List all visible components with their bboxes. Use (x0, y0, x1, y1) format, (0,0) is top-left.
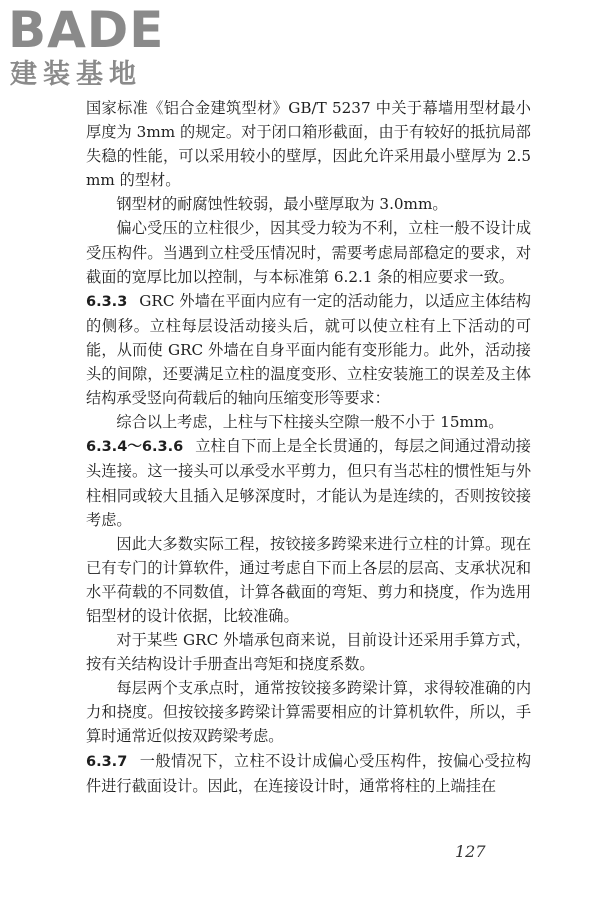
paragraph: 偏心受压的立柱很少，因其受力较为不利，立柱一般不设计成受压构件。当遇到立柱受压情况时，需要考虑局部稳定的要求，对截面的宽厚比加以控制，与本标准第 6.2.1 条的相应要求一致。 (86, 219, 531, 286)
paragraph: 国家标准《铝合金建筑型材》GB/T 5237 中关于幕墙用型材最小厚度为 3mm 的规定。对于闭口箱形截面，由于有较好的抵抗局部失稳的性能，可以采用较小的壁厚，因此允许采用最小壁厚为 2.5mm 的型材。 (86, 99, 531, 190)
paragraph: 钢型材的耐腐蚀性较弱，最小壁厚取为 3.0mm。 (116, 195, 448, 214)
logo-subtitle: 建装基地 (10, 59, 142, 90)
body-text (86, 96, 531, 798)
paragraph: 每层两个支承点时，通常按铰接多跨梁计算，求得较准确的内力和挠度。但按铰接多跨梁计算需要相应的计算机软件，所以，手算时通常近似按双跨梁考虑。 (86, 679, 531, 746)
logo (8, 1, 188, 94)
section-number: 6.3.7 (86, 753, 128, 770)
paragraph: 因此大多数实际工程，按铰接多跨梁来进行立柱的计算。现在已有专门的计算软件，通过考虑自下而上各层的层高、支承状况和水平荷载的不同数值，计算各截面的弯矩、剪力和挠度，作为选用铝型材的设计依据，比较准确。 (86, 534, 531, 625)
section-number: 6.3.4～6.3.6 (86, 439, 184, 456)
section-number: 6.3.3 (86, 293, 128, 310)
page-number: 127 (455, 842, 486, 861)
logo-brand: BADE (8, 1, 165, 59)
paragraph: 综合以上考虑，上柱与下柱接头空隙一般不小于 15mm。 (116, 413, 504, 432)
paragraph: 6.3.4～6.3.6 立柱自下而上是全长贯通的，每层之间通过滑动接头连接。这一接头可以承受水平剪力，但只有当芯柱的惯性矩与外柱相同或较大且插入足够深度时，才能认为是连续的，否则按铰接考虑。 (86, 437, 531, 529)
paragraph: 对于某些 GRC 外墙承包商来说，目前设计还采用手算方式，按有关结构设计手册查出弯矩和挠度系数。 (86, 631, 531, 674)
paragraph: 6.3.7 一般情况下，立柱不设计成偏心受压构件，按偏心受拉构件进行截面设计。因此，在连接设计时，通常将柱的上端挂在 (86, 751, 531, 795)
paragraph: 6.3.3 GRC 外墙在平面内应有一定的活动能力，以适应主体结构的侧移。立柱每层设活动接头后，就可以使立柱有上下活动的可能，从而使 GRC 外墙在自身平面内能有变形能力。此外，活动接头的间隙，还要满足立柱的温度变形、立柱安装施工的误差及主体结构承受竖向荷载后的轴向压缩变形等要求： (86, 291, 531, 408)
